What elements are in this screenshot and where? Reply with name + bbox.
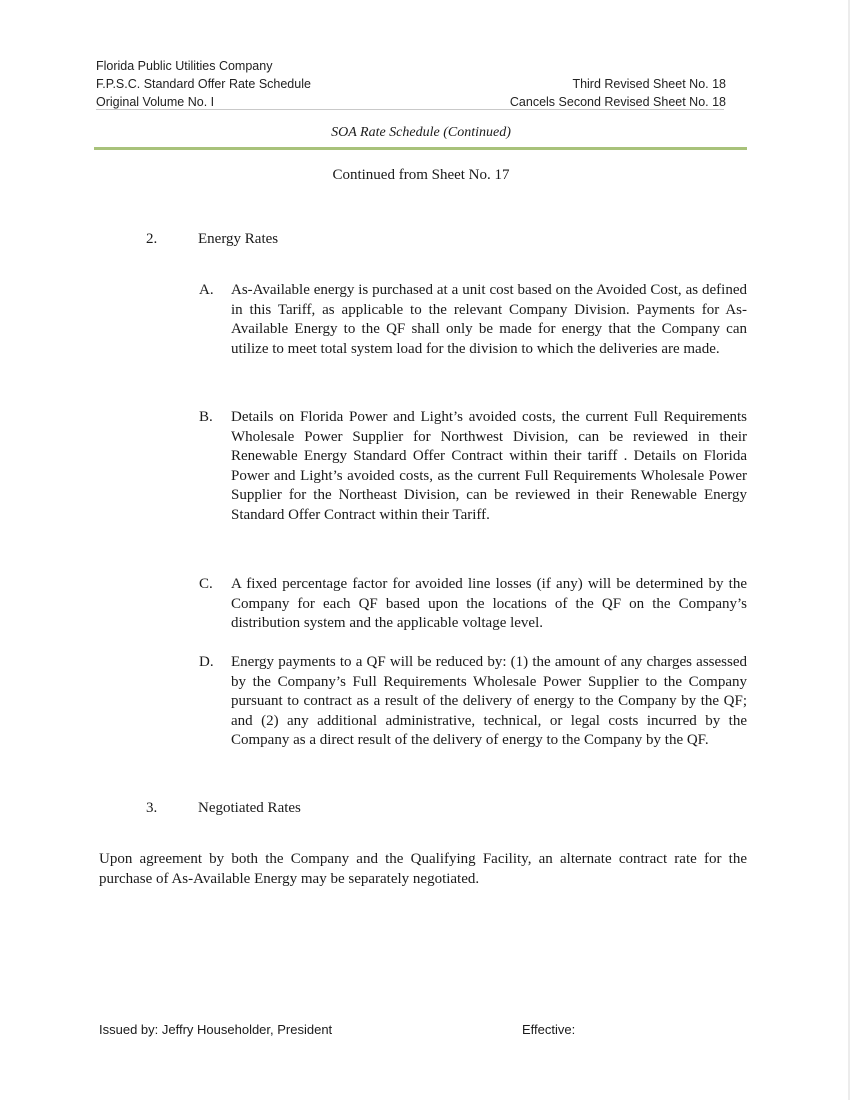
item-d <box>199 653 747 751</box>
company-name: Florida Public Utilities Company <box>96 59 273 73</box>
header-divider <box>96 109 724 110</box>
volume-number: Original Volume No. I <box>96 95 215 109</box>
section-number: 3. <box>146 800 158 816</box>
section-title: Energy Rates <box>198 231 279 247</box>
item-letter: D. <box>199 654 214 670</box>
issued-by: Issued by: Jeffry Householder, President <box>99 1022 333 1037</box>
item-letter: C. <box>199 576 213 592</box>
header-right <box>510 75 726 111</box>
item-b <box>199 408 747 525</box>
negotiated-rates-text: Upon agreement by both the Company and the Qualifying Facility, an alternate contract rate for the purchase of As-Available Energy may be separately negotiated. <box>99 851 747 887</box>
green-rule <box>94 147 747 150</box>
item-a <box>199 281 747 359</box>
item-text: Energy payments to a QF will be reduced by: (1) the amount of any charges assessed by the Company’s Full Requirements Wholesale Power Supplier to the Company pursuant to contract as a result of the delivery of energy to the Company by the QF; and (2) any additional administrative, technical, or legal costs incurred by the Company as a direct result of the delivery of energy to the Company by the QF. <box>231 654 747 748</box>
item-c <box>199 575 747 634</box>
section-number: 2. <box>146 231 158 247</box>
section-negotiated-rates-heading <box>146 800 301 817</box>
item-letter: B. <box>199 409 213 425</box>
section-title: Negotiated Rates <box>198 800 301 816</box>
item-letter: A. <box>199 282 214 298</box>
continued-note: Continued from Sheet No. 17 <box>332 167 510 183</box>
section-energy-rates-heading <box>146 231 278 248</box>
item-text: A fixed percentage factor for avoided line losses (if any) will be determined by the Company for each QF based upon the locations of the QF on the Company’s distribution system and the applicable voltage level. <box>231 576 747 631</box>
item-text: As-Available energy is purchased at a unit cost based on the Avoided Cost, as defined in this Tariff, as applicable to the relevant Company Division. Payments for As-Available Energy to the QF shall only be made for energy that the Company can utilize to meet total system load for the division to which the deliveries are made. <box>231 282 747 357</box>
cancels-sheet: Cancels Second Revised Sheet No. 18 <box>509 95 726 109</box>
schedule-subtitle: SOA Rate Schedule (Continued) <box>331 125 511 140</box>
sheet-number: Third Revised Sheet No. 18 <box>572 77 726 91</box>
rate-schedule-name: F.P.S.C. Standard Offer Rate Schedule <box>96 77 311 91</box>
header-left <box>96 57 311 111</box>
effective-date: Effective: <box>522 1022 576 1037</box>
item-text: Details on Florida Power and Light’s avoided costs, the current Full Requirements Wholesale Power Supplier for Northwest Division, can be reviewed in their Renewable Energy Standard Offer Contract within their tariff . Details on Florida Power and Light’s avoided costs, as the current Full Requirements Wholesale Power Supplier for the Northeast Division, can be reviewed in their Renewable Energy Standard Offer Contract within their Tariff. <box>231 409 747 523</box>
